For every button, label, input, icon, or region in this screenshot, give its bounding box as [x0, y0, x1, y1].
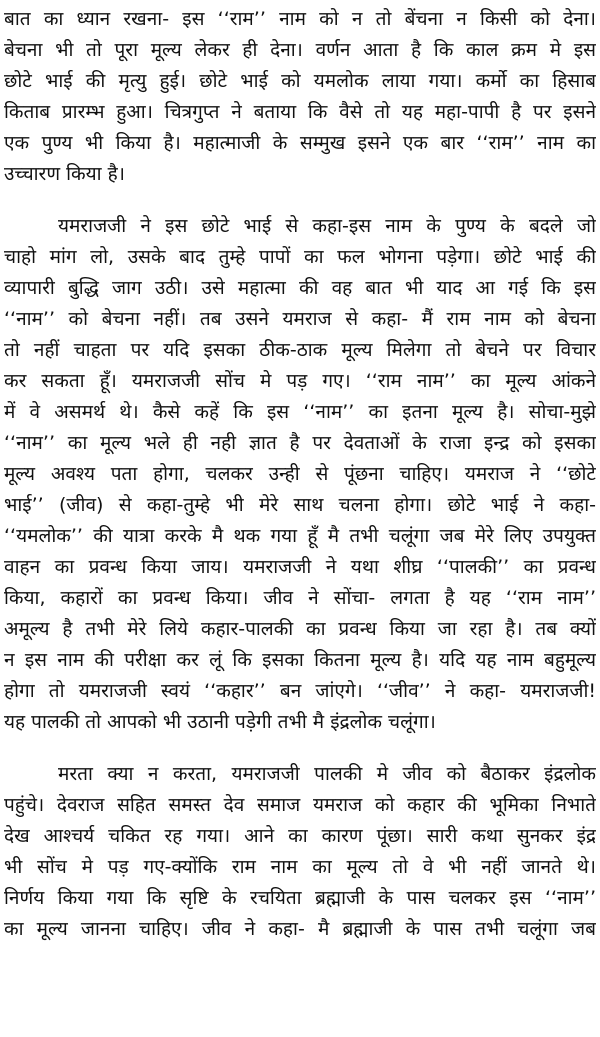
- paragraph-1-line-2: बेचना भी तो पूरा मूल्य लेकर ही देना। वर्णन आता है कि काल क्रम मे इस: [4, 39, 596, 61]
- paragraph-2-line-1: यमराजजी ने इस छोटे भाई से कहा-इस नाम के पुण्य के बदले जो: [58, 215, 596, 237]
- paragraph-2-line-15: न इस नाम की परीक्षा कर लूं कि इसका कितना मूल्य है। यदि यह नाम बहुमूल्य: [4, 649, 596, 671]
- paragraph-2-line-8: ‘‘नाम’’ का मूल्य भले ही नही ज्ञात है पर देवताओं के राजा इन्द्र को इसका: [4, 432, 596, 454]
- paragraph-2-line-5: तो नहीं चाहता पर यदि इसका ठीक-ठाक मूल्य मिलेगा तो बेचने पर विचार: [4, 339, 596, 361]
- paragraph-2-line-12: वाहन का प्रवन्ध किया जाय। यमराजजी ने यथा शीघ्र ‘‘पालकी’’ का प्रवन्ध: [4, 556, 596, 578]
- paragraph-2-line-7: में वे असमर्थ थे। कैसे कहें कि इस ‘‘नाम’’ का इतना मूल्य है। सोचा-मुझे: [4, 401, 596, 423]
- paragraph-3-line-6: का मूल्य जानना चाहिए। जीव ने कहा- मै ब्रह्माजी के पास तभी चलूंगा जब: [4, 918, 596, 940]
- paragraph-1-line-4: किताब प्रारम्भ हुआ। चित्रगुप्त ने बताया कि वैसे तो यह महा-पापी है पर इसने: [4, 101, 596, 123]
- paragraph-1-line-1: बात का ध्यान रखना- इस ‘‘राम’’ नाम को न तो बेंचना न किसी को देना।: [4, 8, 596, 30]
- paragraph-2-line-14: अमूल्य है तभी मेरे लिये कहार-पालकी का प्रवन्ध किया जा रहा है। तब क्यों: [4, 618, 596, 640]
- paragraph-3-line-2: पहुंचे। देवराज सहित समस्त देव समाज यमराज को कहार की भूमिका निभाते: [4, 794, 596, 816]
- paragraph-2-line-10: भाई’’ (जीव) से कहा-तुम्हे भी मेरे साथ चलना होगा। छोटे भाई ने कहा-: [4, 494, 596, 516]
- paragraph-2-line-13: किया, कहारों का प्रवन्ध किया। जीव ने सोंचा- लगता है यह ‘‘राम नाम’’: [4, 587, 596, 609]
- paragraph-2-line-6: कर सकता हूँ। यमराजजी सोंच मे पड़ गए। ‘‘राम नाम’’ का मूल्य आंकने: [4, 370, 596, 392]
- paragraph-2-line-17: यह पालकी तो आपको भी उठानी पड़ेगी तभी मै इंद्रलोक चलूंगा।: [4, 711, 436, 733]
- paragraph-3-line-5: निर्णय किया गया कि सृष्टि के रचयिता ब्रह्माजी के पास चलकर इस ‘‘नाम’’: [4, 887, 596, 909]
- paragraph-3-line-4: भी सोंच मे पड़ गए-क्योंकि राम नाम का मूल्य तो वे भी नहीं जानते थे।: [4, 856, 596, 878]
- paragraph-1-line-3: छोटे भाई की मृत्यु हुई। छोटे भाई को यमलोक लाया गया। कर्मो का हिसाब: [4, 70, 596, 92]
- paragraph-1-line-5: एक पुण्य भी किया है। महात्माजी के सम्मुख इसने एक बार ‘‘राम’’ नाम का: [4, 132, 596, 154]
- paragraph-3-line-1: मरता क्या न करता, यमराजजी पालकी मे जीव को बैठाकर इंद्रलोक: [58, 763, 596, 785]
- paragraph-1-line-6: उच्चारण किया है।: [4, 163, 125, 185]
- paragraph-2-line-3: व्यापारी बुद्धि जाग उठी। उसे महात्मा की वह बात भी याद आ गई कि इस: [4, 277, 596, 299]
- paragraph-3-line-3: देख आश्चर्य चकित रह गया। आने का कारण पूंछा। सारी कथा सुनकर इंद्र: [4, 825, 596, 847]
- paragraph-2-line-4: ‘‘नाम’’ को बेचना नहीं। तब उसने यमराज से कहा- मैं राम नाम को बेचना: [4, 308, 596, 330]
- paragraph-2-line-11: ‘‘यमलोक’’ की यात्रा करके मै थक गया हूँ मै तभी चलूंगा जब मेरे लिए उपयुक्त: [4, 525, 596, 547]
- paragraph-2-line-2: चाहो मांग लो, उसके बाद तुम्हे पापों का फल भोगना पड़ेगा। छोटे भाई की: [4, 246, 596, 268]
- paragraph-2-line-9: मूल्य अवश्य पता होगा, चलकर उन्ही से पूंछना चाहिए। यमराज ने ‘‘छोटे: [4, 463, 596, 485]
- paragraph-2-line-16: होगा तो यमराजजी स्वयं ‘‘कहार’’ बन जांएगे। ‘‘जीव’’ ने कहा- यमराजजी!: [4, 680, 596, 702]
